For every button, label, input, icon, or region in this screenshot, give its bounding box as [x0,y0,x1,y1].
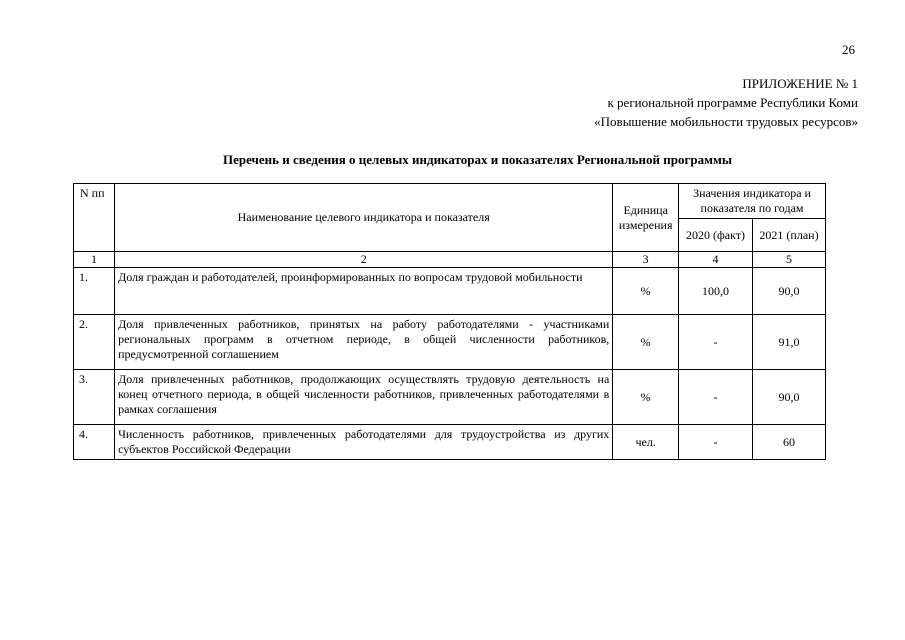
indicator-name: Численность работников, привлеченных работодателями для трудоустройства из других субъектов Российской Федерации [115,425,613,460]
column-index-row [74,252,826,268]
column-index: 4 [679,252,753,268]
table-row [74,370,826,425]
indicator-name: Доля привлеченных работников, принятых на работу работодателями - участниками региональных программ в отчетном периоде, в общей численности работников, предусмотренной соглашением [115,315,613,370]
table-row [74,425,826,460]
column-index: 3 [613,252,679,268]
value-2021: 91,0 [753,315,826,370]
document-title: Перечень и сведения о целевых индикаторах и показателях Региональной программы [223,152,732,167]
page-number: 26 [842,42,855,57]
unit-cell: чел. [613,425,679,460]
header-num: N пп [74,184,115,252]
header-name: Наименование целевого индикатора и показателя [115,184,613,252]
value-2020: - [679,370,753,425]
value-2020: - [679,425,753,460]
row-number: 2. [74,315,115,370]
appendix-subtitle-line1: к региональной программе Республики Коми [607,95,858,110]
value-2021: 60 [753,425,826,460]
value-2021: 90,0 [753,268,826,315]
column-index: 2 [115,252,613,268]
header-year-2021: 2021 (план) [753,219,826,252]
row-number: 4. [74,425,115,460]
appendix-block [594,74,858,131]
unit-cell: % [613,268,679,315]
indicators-table [73,183,826,460]
column-index: 5 [753,252,826,268]
header-row [74,184,826,219]
row-number: 3. [74,370,115,425]
value-2021: 90,0 [753,370,826,425]
table-row [74,315,826,370]
header-values-group: Значения индикатора и показателя по годам [679,184,826,219]
unit-cell: % [613,315,679,370]
unit-cell: % [613,370,679,425]
value-2020: - [679,315,753,370]
row-number: 1. [74,268,115,315]
value-2020: 100,0 [679,268,753,315]
column-index: 1 [74,252,115,268]
indicator-name: Доля привлеченных работников, продолжающих осуществлять трудовую деятельность на конец отчетного периода, в общей численности работников, привлеченных работодателями в рамках соглашения [115,370,613,425]
header-unit: Единица измерения [613,184,679,252]
table-row [74,268,826,315]
appendix-title: ПРИЛОЖЕНИЕ № 1 [742,76,858,91]
header-year-2020: 2020 (факт) [679,219,753,252]
appendix-subtitle-line2: «Повышение мобильности трудовых ресурсов» [594,114,858,129]
indicator-name: Доля граждан и работодателей, проинформированных по вопросам трудовой мобильности [115,268,613,315]
